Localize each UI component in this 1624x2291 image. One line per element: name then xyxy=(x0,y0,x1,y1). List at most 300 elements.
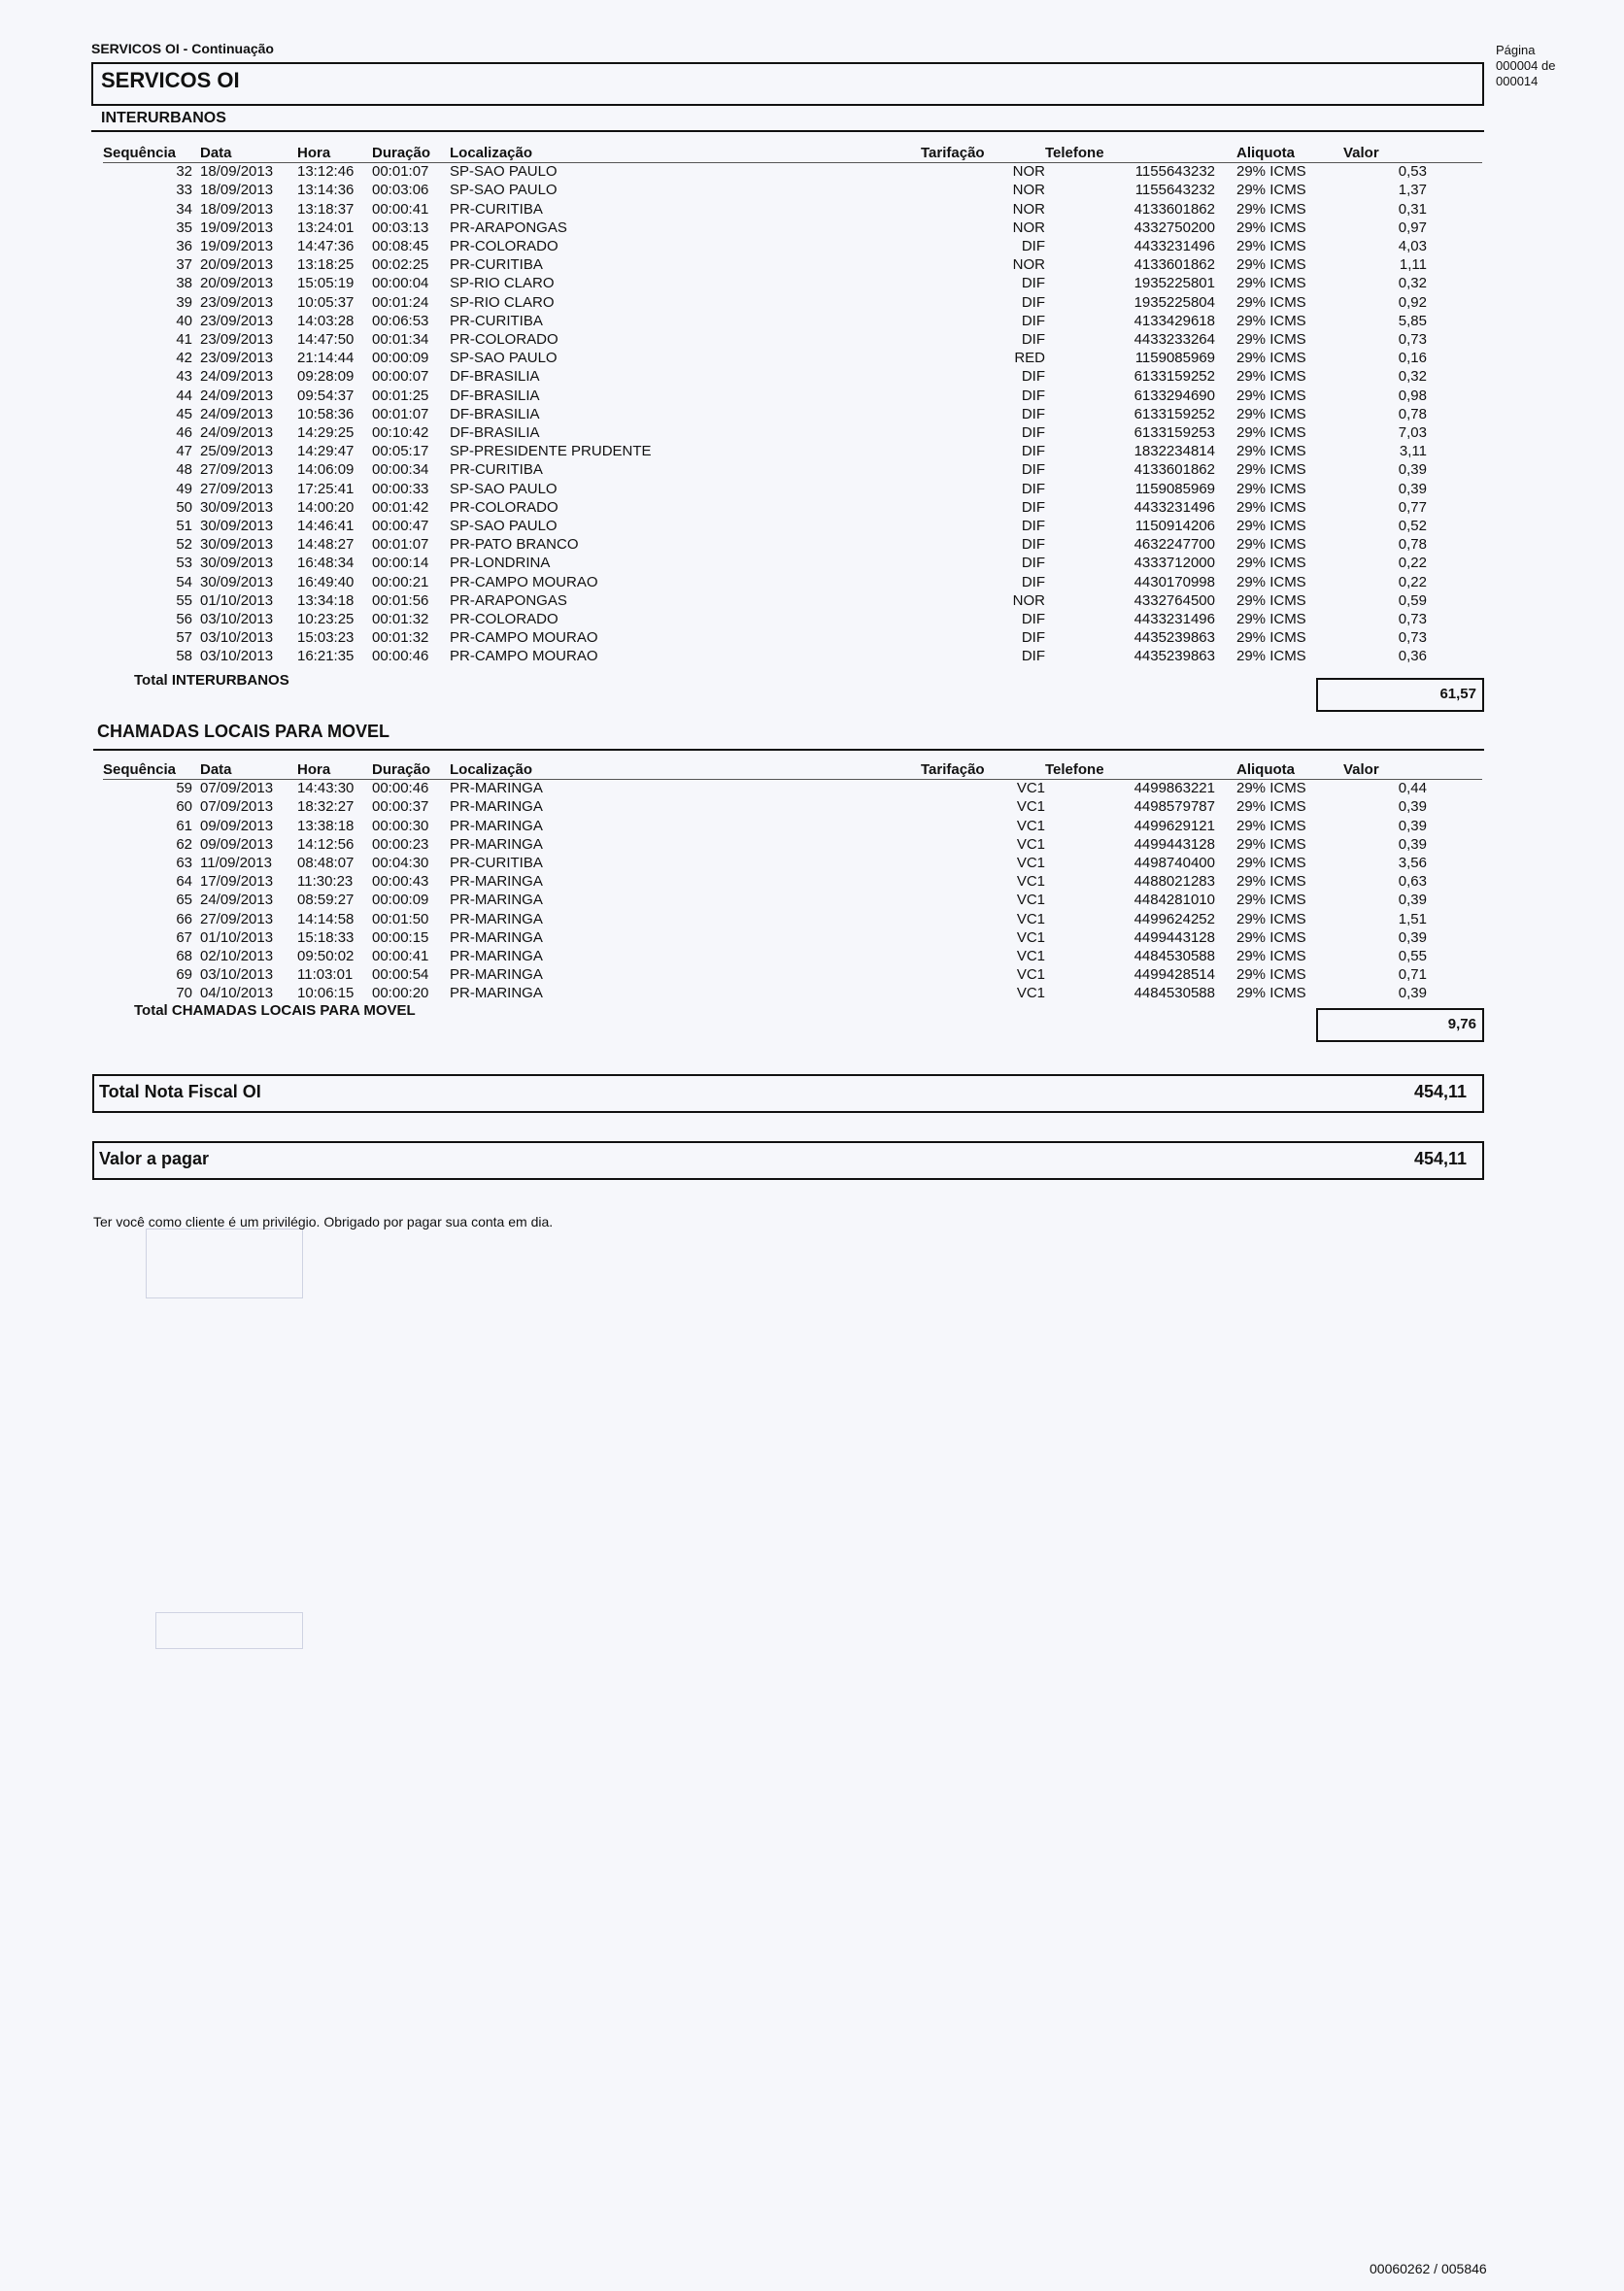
table-row xyxy=(103,628,1427,647)
cell-seq: 48 xyxy=(176,461,192,479)
cell-aliquota: 29% ICMS xyxy=(1236,948,1306,965)
col-valor: Valor xyxy=(1343,145,1379,161)
table-row xyxy=(103,219,1427,237)
cell-tarifacao: VC1 xyxy=(1016,966,1045,984)
cell-duracao: 00:00:14 xyxy=(372,555,429,572)
cell-aliquota: 29% ICMS xyxy=(1236,200,1306,218)
cell-tarifacao: DIF xyxy=(1021,331,1045,349)
valor-a-pagar-box xyxy=(92,1141,1484,1180)
cell-hora: 11:30:23 xyxy=(297,873,354,891)
table-row xyxy=(103,162,1427,181)
table-row xyxy=(103,779,1427,797)
cell-aliquota: 29% ICMS xyxy=(1236,350,1306,367)
cell-tarifacao: DIF xyxy=(1021,238,1045,255)
cell-date: 27/09/2013 xyxy=(200,461,274,479)
cell-telefone: 4632247700 xyxy=(1133,536,1215,554)
cell-date: 20/09/2013 xyxy=(200,256,274,274)
cell-telefone: 6133159252 xyxy=(1133,405,1215,422)
cell-localizacao: DF-BRASILIA xyxy=(450,368,540,386)
cell-tarifacao: NOR xyxy=(1012,219,1045,236)
cell-seq: 53 xyxy=(176,555,192,572)
cell-tarifacao: DIF xyxy=(1021,573,1045,590)
table-row xyxy=(103,928,1427,947)
cell-localizacao: PR-MARINGA xyxy=(450,966,543,984)
cell-seq: 57 xyxy=(176,629,192,647)
cell-hora: 14:06:09 xyxy=(297,461,355,479)
cell-duracao: 00:02:25 xyxy=(372,256,429,274)
cell-aliquota: 29% ICMS xyxy=(1236,611,1306,628)
cell-seq: 35 xyxy=(176,219,192,236)
cell-localizacao: PR-PATO BRANCO xyxy=(450,536,579,554)
cell-telefone: 6133159252 xyxy=(1133,368,1215,386)
col-aliquota: Aliquota xyxy=(1236,761,1295,778)
table-row xyxy=(103,872,1427,891)
cell-telefone: 1159085969 xyxy=(1134,350,1215,367)
cell-tarifacao: DIF xyxy=(1021,518,1045,535)
cell-valor: 0,31 xyxy=(1398,200,1427,218)
cell-hora: 15:18:33 xyxy=(297,928,355,946)
cell-duracao: 00:01:32 xyxy=(372,611,429,628)
cell-localizacao: PR-CAMPO MOURAO xyxy=(450,648,598,665)
cell-date: 18/09/2013 xyxy=(200,200,274,218)
section-rule xyxy=(91,130,1484,132)
cell-date: 18/09/2013 xyxy=(200,182,274,199)
col-telefone: Telefone xyxy=(1045,761,1104,778)
cell-tarifacao: VC1 xyxy=(1016,817,1045,834)
cell-duracao: 00:00:30 xyxy=(372,817,429,834)
cell-localizacao: PR-MARINGA xyxy=(450,928,543,946)
page-total: 000014 xyxy=(1496,74,1539,88)
cell-valor: 0,39 xyxy=(1398,835,1427,853)
cell-telefone: 6133159253 xyxy=(1133,424,1215,442)
cell-duracao: 00:00:43 xyxy=(372,873,429,891)
total-nota-fiscal-label: Total Nota Fiscal OI xyxy=(99,1082,261,1101)
cell-telefone: 1150914206 xyxy=(1134,518,1215,535)
table-row xyxy=(103,498,1427,517)
cell-tarifacao: DIF xyxy=(1021,461,1045,479)
cell-hora: 13:38:18 xyxy=(297,817,355,834)
cell-date: 18/09/2013 xyxy=(200,163,274,181)
cell-hora: 09:50:02 xyxy=(297,948,355,965)
cell-localizacao: SP-SAO PAULO xyxy=(450,518,558,535)
cell-localizacao: PR-ARAPONGAS xyxy=(450,219,567,236)
cell-hora: 17:25:41 xyxy=(297,480,355,497)
cell-duracao: 00:00:37 xyxy=(372,798,429,816)
table-row xyxy=(103,312,1427,330)
cell-valor: 4,03 xyxy=(1398,238,1427,255)
cell-localizacao: PR-MARINGA xyxy=(450,985,543,1002)
cell-hora: 14:03:28 xyxy=(297,312,355,329)
table-row xyxy=(103,535,1427,554)
cell-duracao: 00:01:32 xyxy=(372,629,429,647)
cell-localizacao: PR-COLORADO xyxy=(450,331,558,349)
cell-aliquota: 29% ICMS xyxy=(1236,573,1306,590)
cell-valor: 0,53 xyxy=(1398,163,1427,181)
cell-localizacao: PR-MARINGA xyxy=(450,948,543,965)
cell-aliquota: 29% ICMS xyxy=(1236,966,1306,984)
cell-hora: 10:23:25 xyxy=(297,611,355,628)
cell-seq: 45 xyxy=(176,405,192,422)
col-localizacao: Localização xyxy=(450,761,533,778)
cell-valor: 0,39 xyxy=(1398,892,1427,909)
cell-valor: 0,71 xyxy=(1398,966,1427,984)
col-duracao: Duração xyxy=(372,761,431,778)
cell-aliquota: 29% ICMS xyxy=(1236,182,1306,199)
cell-hora: 14:47:50 xyxy=(297,331,355,349)
cell-hora: 15:05:19 xyxy=(297,275,355,292)
table-row xyxy=(103,274,1427,292)
section-rule xyxy=(93,749,1484,751)
cell-localizacao: PR-MARINGA xyxy=(450,910,543,927)
table-row xyxy=(103,423,1427,442)
total-locais-movel-value: 9,76 xyxy=(1447,1016,1476,1032)
cell-tarifacao: VC1 xyxy=(1016,873,1045,891)
cell-seq: 67 xyxy=(176,928,192,946)
cell-tarifacao: VC1 xyxy=(1016,928,1045,946)
cell-date: 19/09/2013 xyxy=(200,219,274,236)
table-row xyxy=(103,947,1427,965)
cell-seq: 38 xyxy=(176,275,192,292)
col-date: Data xyxy=(200,145,232,161)
cell-localizacao: PR-MARINGA xyxy=(450,835,543,853)
cell-localizacao: DF-BRASILIA xyxy=(450,424,540,442)
cell-hora: 13:14:36 xyxy=(297,182,355,199)
cell-hora: 21:14:44 xyxy=(297,350,355,367)
cell-localizacao: PR-CURITIBA xyxy=(450,461,543,479)
cell-seq: 59 xyxy=(176,780,192,797)
cell-date: 24/09/2013 xyxy=(200,405,274,422)
cell-date: 03/10/2013 xyxy=(200,629,274,647)
cell-seq: 32 xyxy=(176,163,192,181)
cell-telefone: 4332750200 xyxy=(1133,219,1215,236)
cell-duracao: 00:04:30 xyxy=(372,855,429,872)
cell-hora: 18:32:27 xyxy=(297,798,355,816)
cell-telefone: 4488021283 xyxy=(1133,873,1215,891)
cell-telefone: 4499629121 xyxy=(1133,817,1215,834)
cell-duracao: 00:00:23 xyxy=(372,835,429,853)
cell-aliquota: 29% ICMS xyxy=(1236,461,1306,479)
cell-hora: 08:59:27 xyxy=(297,892,355,909)
cell-seq: 43 xyxy=(176,368,192,386)
cell-duracao: 00:01:07 xyxy=(372,536,429,554)
interurbanos-table xyxy=(103,144,1427,666)
cell-tarifacao: DIF xyxy=(1021,424,1045,442)
table-row xyxy=(103,517,1427,535)
col-localizacao: Localização xyxy=(450,145,533,161)
cell-tarifacao: VC1 xyxy=(1016,948,1045,965)
cell-date: 20/09/2013 xyxy=(200,275,274,292)
cell-seq: 62 xyxy=(176,835,192,853)
cell-valor: 0,39 xyxy=(1398,461,1427,479)
cell-telefone: 4499443128 xyxy=(1133,835,1215,853)
cell-aliquota: 29% ICMS xyxy=(1236,331,1306,349)
cell-tarifacao: DIF xyxy=(1021,536,1045,554)
table-row xyxy=(103,255,1427,274)
cell-tarifacao: DIF xyxy=(1021,648,1045,665)
table-row xyxy=(103,797,1427,816)
cell-aliquota: 29% ICMS xyxy=(1236,985,1306,1002)
cell-seq: 44 xyxy=(176,387,192,404)
col-duracao: Duração xyxy=(372,145,431,161)
thank-you-message: Ter você como cliente é um privilégio. Obrigado por pagar sua conta em dia. xyxy=(93,1214,554,1230)
cell-duracao: 00:06:53 xyxy=(372,312,429,329)
cell-valor: 0,78 xyxy=(1398,405,1427,422)
table-header-row xyxy=(103,144,1427,162)
cell-date: 24/09/2013 xyxy=(200,387,274,404)
cell-duracao: 00:05:17 xyxy=(372,443,429,460)
cell-duracao: 00:01:50 xyxy=(372,910,429,927)
table-row xyxy=(103,460,1427,479)
valor-a-pagar-value: 454,11 xyxy=(1413,1149,1467,1168)
table-row xyxy=(103,965,1427,984)
cell-telefone: 4435239863 xyxy=(1133,648,1215,665)
cell-aliquota: 29% ICMS xyxy=(1236,405,1306,422)
table-row xyxy=(103,349,1427,367)
table-row xyxy=(103,591,1427,610)
cell-localizacao: PR-CURITIBA xyxy=(450,855,543,872)
cell-date: 24/09/2013 xyxy=(200,424,274,442)
cell-valor: 0,98 xyxy=(1398,387,1427,404)
cell-duracao: 00:00:41 xyxy=(372,948,429,965)
cell-localizacao: DF-BRASILIA xyxy=(450,405,540,422)
cell-telefone: 4333712000 xyxy=(1133,555,1215,572)
cell-duracao: 00:01:24 xyxy=(372,293,429,311)
cell-telefone: 4499624252 xyxy=(1133,910,1215,927)
cell-tarifacao: DIF xyxy=(1021,405,1045,422)
cell-seq: 63 xyxy=(176,855,192,872)
cell-valor: 0,92 xyxy=(1398,293,1427,311)
cell-telefone: 4499428514 xyxy=(1133,966,1215,984)
cell-seq: 52 xyxy=(176,536,192,554)
table-header-row xyxy=(103,760,1427,779)
cell-aliquota: 29% ICMS xyxy=(1236,368,1306,386)
table-row xyxy=(103,330,1427,349)
cell-date: 30/09/2013 xyxy=(200,518,274,535)
cell-duracao: 00:00:41 xyxy=(372,200,429,218)
col-seq: Sequência xyxy=(103,761,177,778)
cell-localizacao: SP-SAO PAULO xyxy=(450,163,558,181)
cell-hora: 10:06:15 xyxy=(297,985,355,1002)
cell-aliquota: 29% ICMS xyxy=(1236,443,1306,460)
cell-hora: 10:05:37 xyxy=(297,293,355,311)
cell-telefone: 4484281010 xyxy=(1133,892,1215,909)
cell-duracao: 00:01:42 xyxy=(372,498,429,516)
cell-localizacao: SP-RIO CLARO xyxy=(450,293,555,311)
cell-telefone: 4484530588 xyxy=(1133,985,1215,1002)
cell-date: 02/10/2013 xyxy=(200,948,274,965)
cell-date: 19/09/2013 xyxy=(200,238,274,255)
cell-hora: 11:03:01 xyxy=(297,966,354,984)
valor-a-pagar-label: Valor a pagar xyxy=(99,1149,210,1168)
cell-seq: 40 xyxy=(176,312,192,329)
cell-aliquota: 29% ICMS xyxy=(1236,256,1306,274)
cell-valor: 0,55 xyxy=(1398,948,1427,965)
bleed-through-text xyxy=(583,699,589,724)
cell-date: 23/09/2013 xyxy=(200,331,274,349)
cell-telefone: 4133429618 xyxy=(1133,312,1215,329)
cell-valor: 0,39 xyxy=(1398,798,1427,816)
cell-tarifacao: DIF xyxy=(1021,480,1045,497)
cell-date: 03/10/2013 xyxy=(200,611,274,628)
cell-aliquota: 29% ICMS xyxy=(1236,238,1306,255)
cell-tarifacao: VC1 xyxy=(1016,780,1045,797)
cell-duracao: 00:01:25 xyxy=(372,387,429,404)
cell-date: 27/09/2013 xyxy=(200,480,274,497)
header-underline xyxy=(103,162,1482,163)
cell-duracao: 00:01:07 xyxy=(372,163,429,181)
cell-valor: 0,32 xyxy=(1398,275,1427,292)
cell-valor: 1,51 xyxy=(1398,910,1427,927)
cell-seq: 42 xyxy=(176,350,192,367)
cell-tarifacao: DIF xyxy=(1021,498,1045,516)
cell-tarifacao: DIF xyxy=(1021,629,1045,647)
total-interurbanos-value: 61,57 xyxy=(1439,686,1476,702)
cell-telefone: 6133294690 xyxy=(1133,387,1215,404)
cell-date: 23/09/2013 xyxy=(200,350,274,367)
cell-seq: 49 xyxy=(176,480,192,497)
cell-tarifacao: DIF xyxy=(1021,368,1045,386)
section-title-interurbanos: INTERURBANOS xyxy=(101,110,226,126)
cell-tarifacao: DIF xyxy=(1021,275,1045,292)
col-tarifacao: Tarifação xyxy=(921,761,985,778)
cell-telefone: 4435239863 xyxy=(1133,629,1215,647)
cell-localizacao: SP-SAO PAULO xyxy=(450,182,558,199)
cell-date: 24/09/2013 xyxy=(200,368,274,386)
cell-date: 30/09/2013 xyxy=(200,536,274,554)
cell-hora: 14:48:27 xyxy=(297,536,355,554)
cell-valor: 0,39 xyxy=(1398,928,1427,946)
cell-seq: 41 xyxy=(176,331,192,349)
cell-aliquota: 29% ICMS xyxy=(1236,892,1306,909)
cell-telefone: 1155643232 xyxy=(1134,182,1215,199)
cell-telefone: 4133601862 xyxy=(1133,461,1215,479)
cell-localizacao: PR-MARINGA xyxy=(450,873,543,891)
cell-aliquota: 29% ICMS xyxy=(1236,855,1306,872)
cell-localizacao: DF-BRASILIA xyxy=(450,387,540,404)
locais-movel-table xyxy=(103,760,1427,1003)
cell-date: 17/09/2013 xyxy=(200,873,274,891)
cell-localizacao: PR-CAMPO MOURAO xyxy=(450,629,598,647)
cell-telefone: 4433231496 xyxy=(1133,238,1215,255)
cell-date: 25/09/2013 xyxy=(200,443,274,460)
cell-tarifacao: VC1 xyxy=(1016,985,1045,1002)
cell-tarifacao: DIF xyxy=(1021,555,1045,572)
col-hora: Hora xyxy=(297,145,331,161)
locais-movel-rows xyxy=(103,779,1427,1002)
cell-seq: 47 xyxy=(176,443,192,460)
cell-tarifacao: VC1 xyxy=(1016,855,1045,872)
cell-telefone: 4498740400 xyxy=(1133,855,1215,872)
continuation-header: SERVICOS OI - Continuação xyxy=(91,41,274,56)
cell-localizacao: PR-MARINGA xyxy=(450,892,543,909)
cell-hora: 10:58:36 xyxy=(297,405,355,422)
cell-localizacao: PR-COLORADO xyxy=(450,611,558,628)
cell-telefone: 4430170998 xyxy=(1133,573,1215,590)
table-row xyxy=(103,200,1427,219)
cell-telefone: 4433231496 xyxy=(1133,498,1215,516)
cell-seq: 64 xyxy=(176,873,192,891)
cell-hora: 09:54:37 xyxy=(297,387,355,404)
cell-duracao: 00:00:46 xyxy=(372,780,429,797)
cell-telefone: 1832234814 xyxy=(1133,443,1215,460)
cell-aliquota: 29% ICMS xyxy=(1236,424,1306,442)
cell-localizacao: PR-CURITIBA xyxy=(450,312,543,329)
cell-tarifacao: DIF xyxy=(1021,293,1045,311)
cell-seq: 66 xyxy=(176,910,192,927)
cell-valor: 0,22 xyxy=(1398,555,1427,572)
cell-duracao: 00:00:46 xyxy=(372,648,429,665)
cell-aliquota: 29% ICMS xyxy=(1236,629,1306,647)
page-label: Página xyxy=(1496,43,1536,57)
cell-telefone: 1159085969 xyxy=(1134,480,1215,497)
col-telefone: Telefone xyxy=(1045,145,1104,161)
cell-duracao: 00:01:56 xyxy=(372,591,429,609)
cell-date: 23/09/2013 xyxy=(200,293,274,311)
table-row xyxy=(103,405,1427,423)
cell-telefone: 4498579787 xyxy=(1133,798,1215,816)
cell-telefone: 4332764500 xyxy=(1133,591,1215,609)
cell-valor: 0,16 xyxy=(1398,350,1427,367)
cell-duracao: 00:00:07 xyxy=(372,368,429,386)
cell-telefone: 4499863221 xyxy=(1133,780,1215,797)
cell-duracao: 00:03:13 xyxy=(372,219,429,236)
total-interurbanos-label: Total INTERURBANOS xyxy=(134,672,289,689)
cell-hora: 09:28:09 xyxy=(297,368,355,386)
cell-localizacao: SP-RIO CLARO xyxy=(450,275,555,292)
page-indicator xyxy=(1496,43,1555,89)
cell-localizacao: SP-PRESIDENTE PRUDENTE xyxy=(450,443,652,460)
cell-localizacao: PR-CURITIBA xyxy=(450,200,543,218)
table-row xyxy=(103,910,1427,928)
cell-localizacao: PR-COLORADO xyxy=(450,238,558,255)
cell-date: 03/10/2013 xyxy=(200,966,274,984)
cell-aliquota: 29% ICMS xyxy=(1236,275,1306,292)
table-row xyxy=(103,293,1427,312)
table-row xyxy=(103,647,1427,665)
cell-hora: 13:24:01 xyxy=(297,219,355,236)
table-row xyxy=(103,237,1427,255)
cell-valor: 3,56 xyxy=(1398,855,1427,872)
cell-localizacao: PR-LONDRINA xyxy=(450,555,551,572)
cell-seq: 68 xyxy=(176,948,192,965)
cell-aliquota: 29% ICMS xyxy=(1236,835,1306,853)
cell-seq: 60 xyxy=(176,798,192,816)
cell-duracao: 00:00:34 xyxy=(372,461,429,479)
table-row xyxy=(103,367,1427,386)
cell-duracao: 00:01:34 xyxy=(372,331,429,349)
cell-valor: 0,39 xyxy=(1398,985,1427,1002)
interurbanos-rows xyxy=(103,162,1427,665)
cell-valor: 3,11 xyxy=(1399,443,1427,460)
cell-seq: 34 xyxy=(176,200,192,218)
cell-seq: 69 xyxy=(176,966,192,984)
cell-valor: 0,73 xyxy=(1398,629,1427,647)
cell-date: 24/09/2013 xyxy=(200,892,274,909)
col-aliquota: Aliquota xyxy=(1236,145,1295,161)
cell-hora: 14:47:36 xyxy=(297,238,355,255)
col-date: Data xyxy=(200,761,232,778)
cell-valor: 1,11 xyxy=(1399,256,1427,274)
cell-hora: 13:18:25 xyxy=(297,256,355,274)
table-row xyxy=(103,554,1427,572)
cell-hora: 14:46:41 xyxy=(297,518,355,535)
cell-localizacao: SP-SAO PAULO xyxy=(450,480,558,497)
cell-hora: 16:48:34 xyxy=(297,555,355,572)
cell-seq: 55 xyxy=(176,591,192,609)
cell-aliquota: 29% ICMS xyxy=(1236,312,1306,329)
cell-hora: 14:29:25 xyxy=(297,424,355,442)
cell-tarifacao: VC1 xyxy=(1016,835,1045,853)
